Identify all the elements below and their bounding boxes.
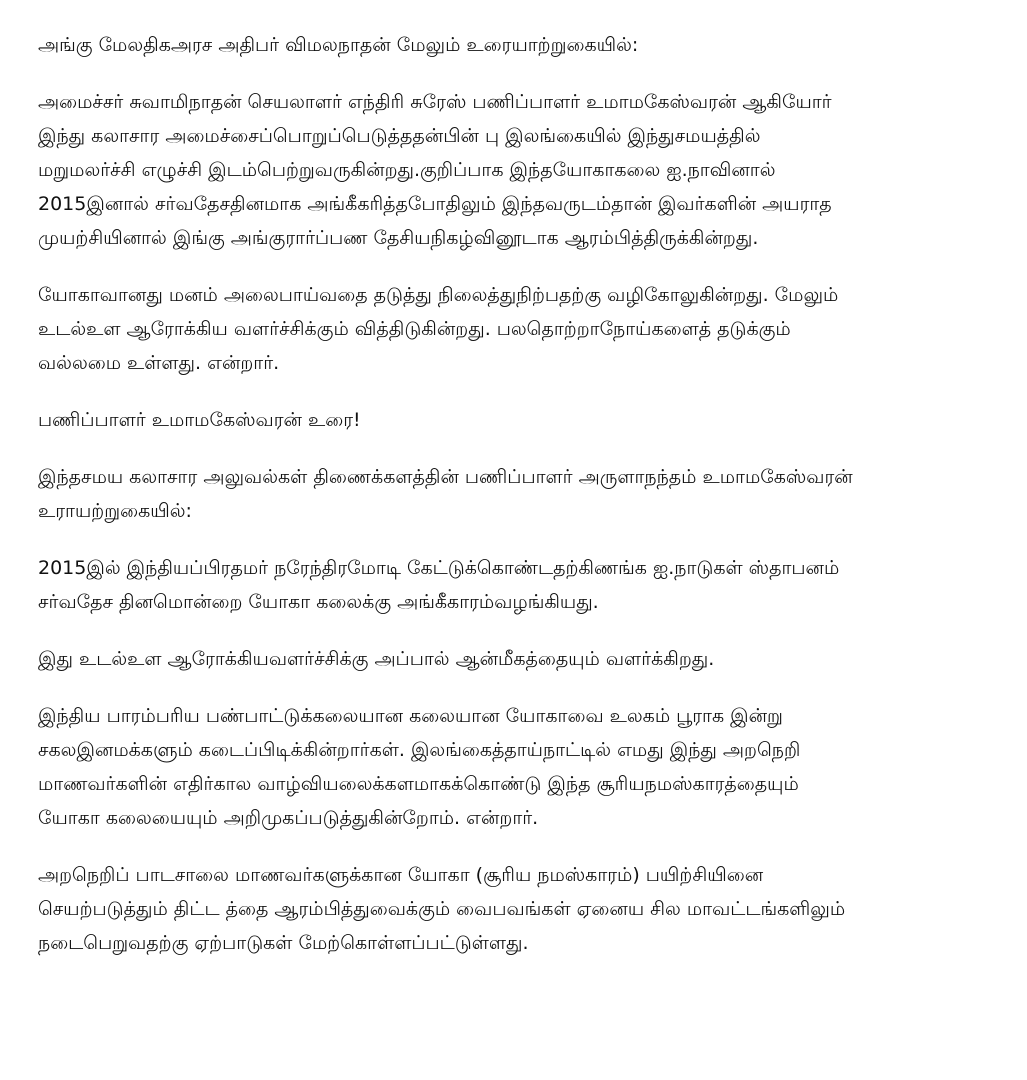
text-line: செயற்படுத்தும் திட்ட த்தை ஆரம்பித்துவைக்கும் வைபவங்கள் ஏனைய சில மாவட்டங்களிலும் [38,898,846,920]
text-line: 2015இனால் சர்வதேசதினமாக அங்கீகரித்தபோதிலும் இந்தவருடம்தான் இவர்களின் அயராத [38,193,832,215]
paragraph-yoga-benefits [38,278,998,380]
text-line: மாணவர்களின் எதிர்கால வாழ்வியலைக்களமாகக்கொண்டு இந்த சூரியநமஸ்காரத்தையும் [38,773,799,795]
paragraph-un-recognition [38,551,998,619]
text-line: அங்கு மேலதிகஅரச அதிபர் விமலநாதன் மேலும் உரையாற்றுகையில்: [38,34,639,56]
text-line: இது உடல்உள ஆரோக்கியவளர்ச்சிக்கு அப்பால் ஆன்மீகத்தையும் வளர்க்கிறது. [38,648,715,670]
text-line: 2015இல் இந்தியப்பிரதமர் நரேந்திரமோடி கேட்டுக்கொண்டதற்கிணங்க ஐ.நாடுகள் ஸ்தாபனம் [38,557,840,579]
text-line: இந்தசமய கலாசார அலுவல்கள் திணைக்களத்தின் பணிப்பாளர் அருளாநந்தம் உமாமகேஸ்வரன் [38,466,853,488]
paragraph-director-heading [38,403,998,437]
text-line: யோகாவானது மனம் அலைபாய்வதை தடுத்து நிலைத்துநிற்பதற்கு வழிகோலுகின்றது. மேலும் [38,284,839,306]
text-line: பணிப்பாளர் உமாமகேஸ்வரன் உரை! [38,409,361,431]
text-line: இந்திய பாரம்பரிய பண்பாட்டுக்கலையான கலையான யோகாவை உலகம் பூராக இன்று [38,705,783,727]
paragraph-intro [38,28,998,62]
text-line: அறநெறிப் பாடசாலை மாணவர்களுக்கான யோகா (சூரிய நமஸ்காரம்) பயிற்சியினை [38,864,764,886]
paragraph-program [38,858,998,960]
text-line: அமைச்சர் சுவாமிநாதன் செயலாளர் எந்திரி சுரேஸ் பணிப்பாளர் உமாமகேஸ்வரன் ஆகியோர் [38,91,832,113]
paragraph-director-intro [38,460,998,528]
document-body [38,28,998,983]
text-line: வல்லமை உள்ளது. என்றார். [38,352,280,374]
text-line: உராயற்றுகையில்: [38,500,192,522]
text-line: மறுமலர்ச்சி எழுச்சி இடம்பெற்றுவருகின்றது.குறிப்பாக இந்தயோகாகலை ஐ.நாவினால் [38,159,776,181]
text-line: யோகா கலையையும் அறிமுகப்படுத்துகின்றோம். என்றார். [38,807,539,829]
text-line: நடைபெறுவதற்கு ஏற்பாடுகள் மேற்கொள்ளப்பட்டுள்ளது. [38,932,529,954]
paragraph-spirituality [38,642,998,676]
text-line: சகலஇனமக்களும் கடைப்பிடிக்கின்றார்கள். இலங்கைத்தாய்நாட்டில் எமது இந்து அறநெறி [38,739,801,761]
paragraph-tradition [38,699,998,835]
text-line: உடல்உள ஆரோக்கிய வளர்ச்சிக்கும் வித்திடுகின்றது. பலதொற்றாநோய்களைத் தடுக்கும் [38,318,791,340]
paragraph-minister [38,85,998,255]
text-line: சர்வதேச தினமொன்றை யோகா கலைக்கு அங்கீகாரம்வழங்கியது. [38,591,599,613]
text-line: இந்து கலாசார அமைச்சைப்பொறுப்பெடுத்ததன்பின் பு இலங்கையில் இந்துசமயத்தில் [38,125,761,147]
text-line: முயற்சியினால் இங்கு அங்குரார்ப்பண தேசியநிகழ்வினூடாக ஆரம்பித்திருக்கின்றது. [38,227,759,249]
